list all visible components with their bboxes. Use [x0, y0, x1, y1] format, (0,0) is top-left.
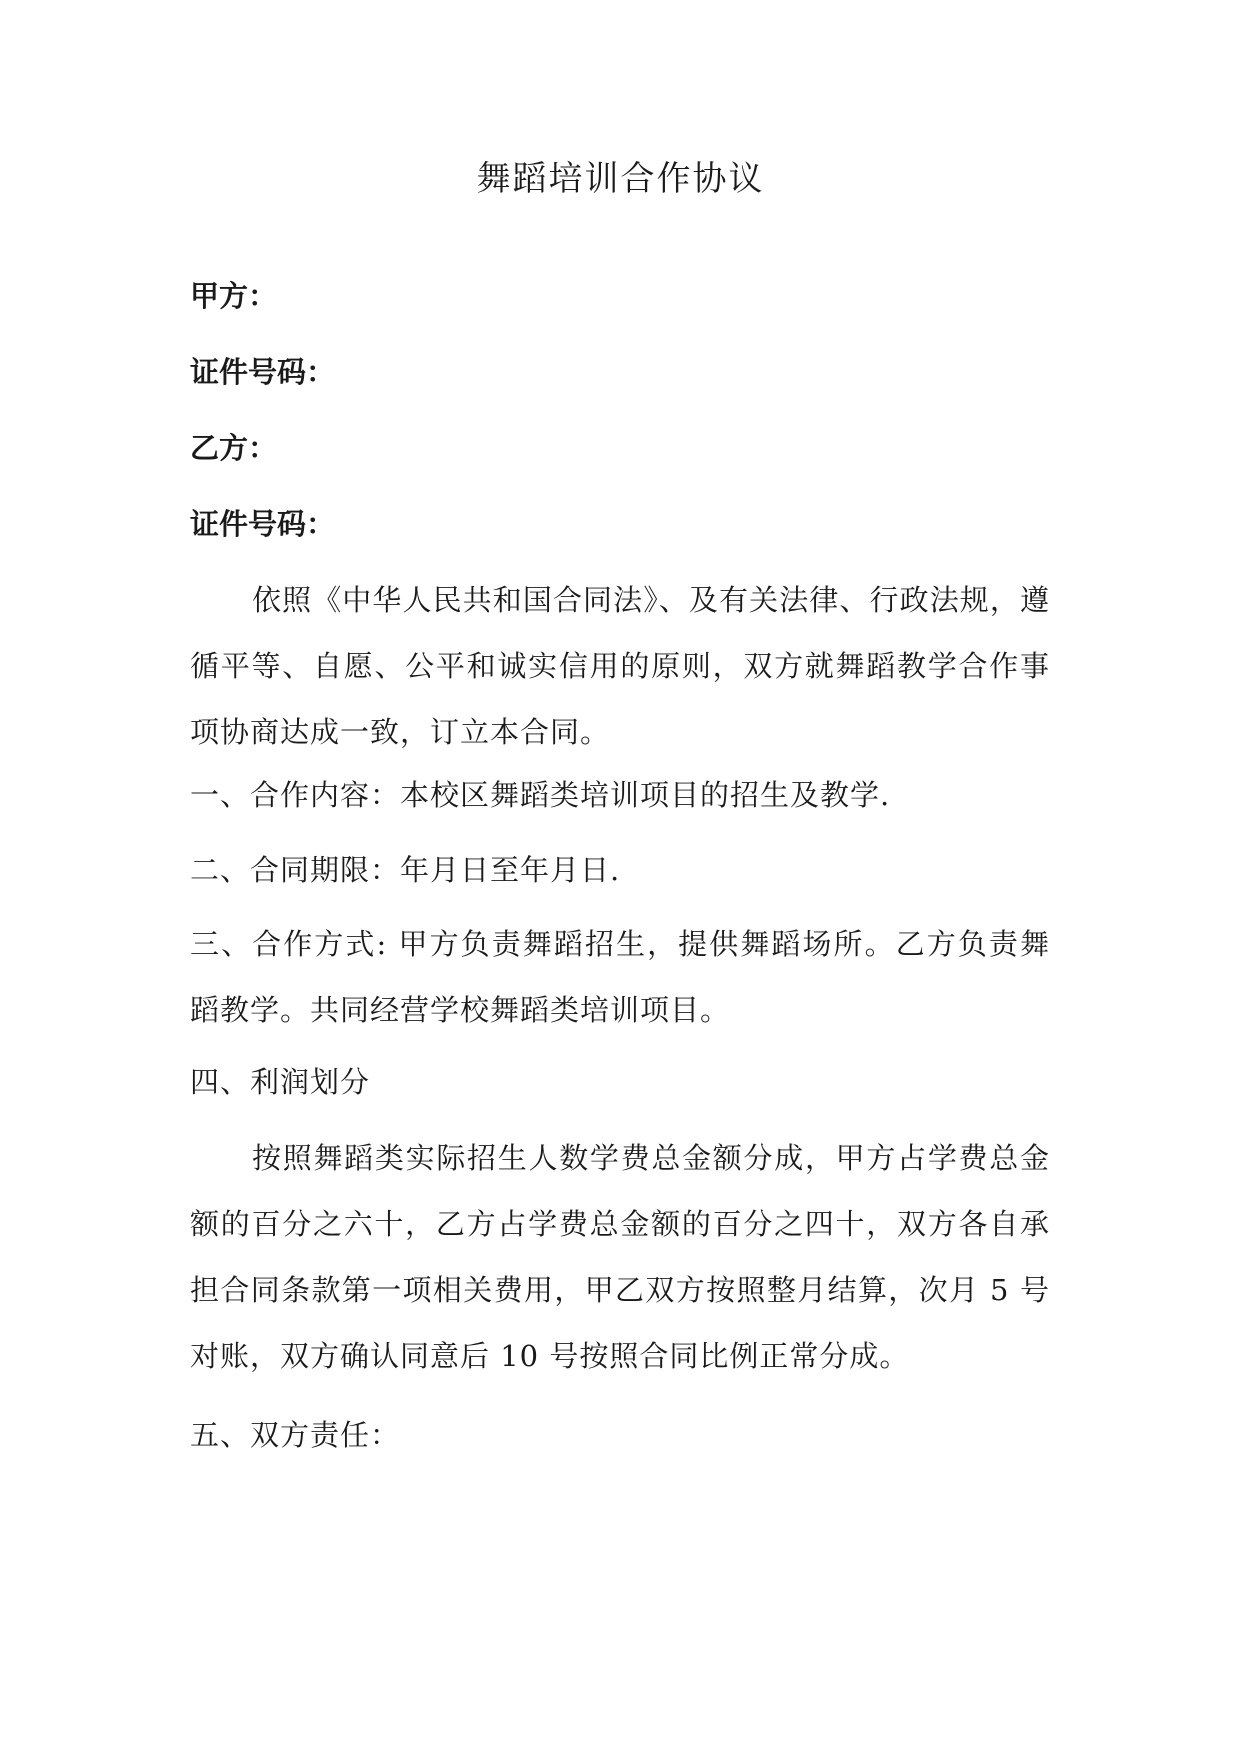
clause-4-body: 按照舞蹈类实际招生人数学费总金额分成，甲方占学费总金额的百分之六十，乙方占学费总金额的百分之四十，双方各自承担合同条款第一项相关费用，甲乙双方按照整月结算，次月 5 号对账，双方确认同意后 10 号按照合同比例正常分成。 — [190, 1141, 1050, 1373]
document-title: 舞蹈培训合作协议 — [476, 159, 765, 199]
intro-paragraph: 依照《中华人民共和国合同法》、及有关法律、行政法规，遵循平等、自愿、公平和诚实信用的原则，双方就舞蹈教学合作事项协商达成一致，订立本合同。 — [190, 583, 1050, 749]
clause-4-heading: 四、利润划分 — [190, 1065, 371, 1099]
clause-3: 三、合作方式: 甲方负责舞蹈招生，提供舞蹈场所。乙方负责舞蹈教学。共同经营学校舞蹈类培训项目。 — [190, 927, 1050, 1027]
party-a-id-label: 证件号码： — [190, 355, 336, 389]
clause-2: 二、合同期限：年月日至年月日. — [190, 853, 621, 887]
party-b-id-label: 证件号码： — [190, 507, 336, 541]
party-a-label: 甲方： — [190, 279, 278, 313]
party-b-label: 乙方： — [190, 431, 278, 465]
clause-5-heading: 五、双方责任： — [190, 1418, 401, 1452]
clause-1: 一、合作内容：本校区舞蹈类培训项目的招生及教学. — [190, 778, 891, 812]
